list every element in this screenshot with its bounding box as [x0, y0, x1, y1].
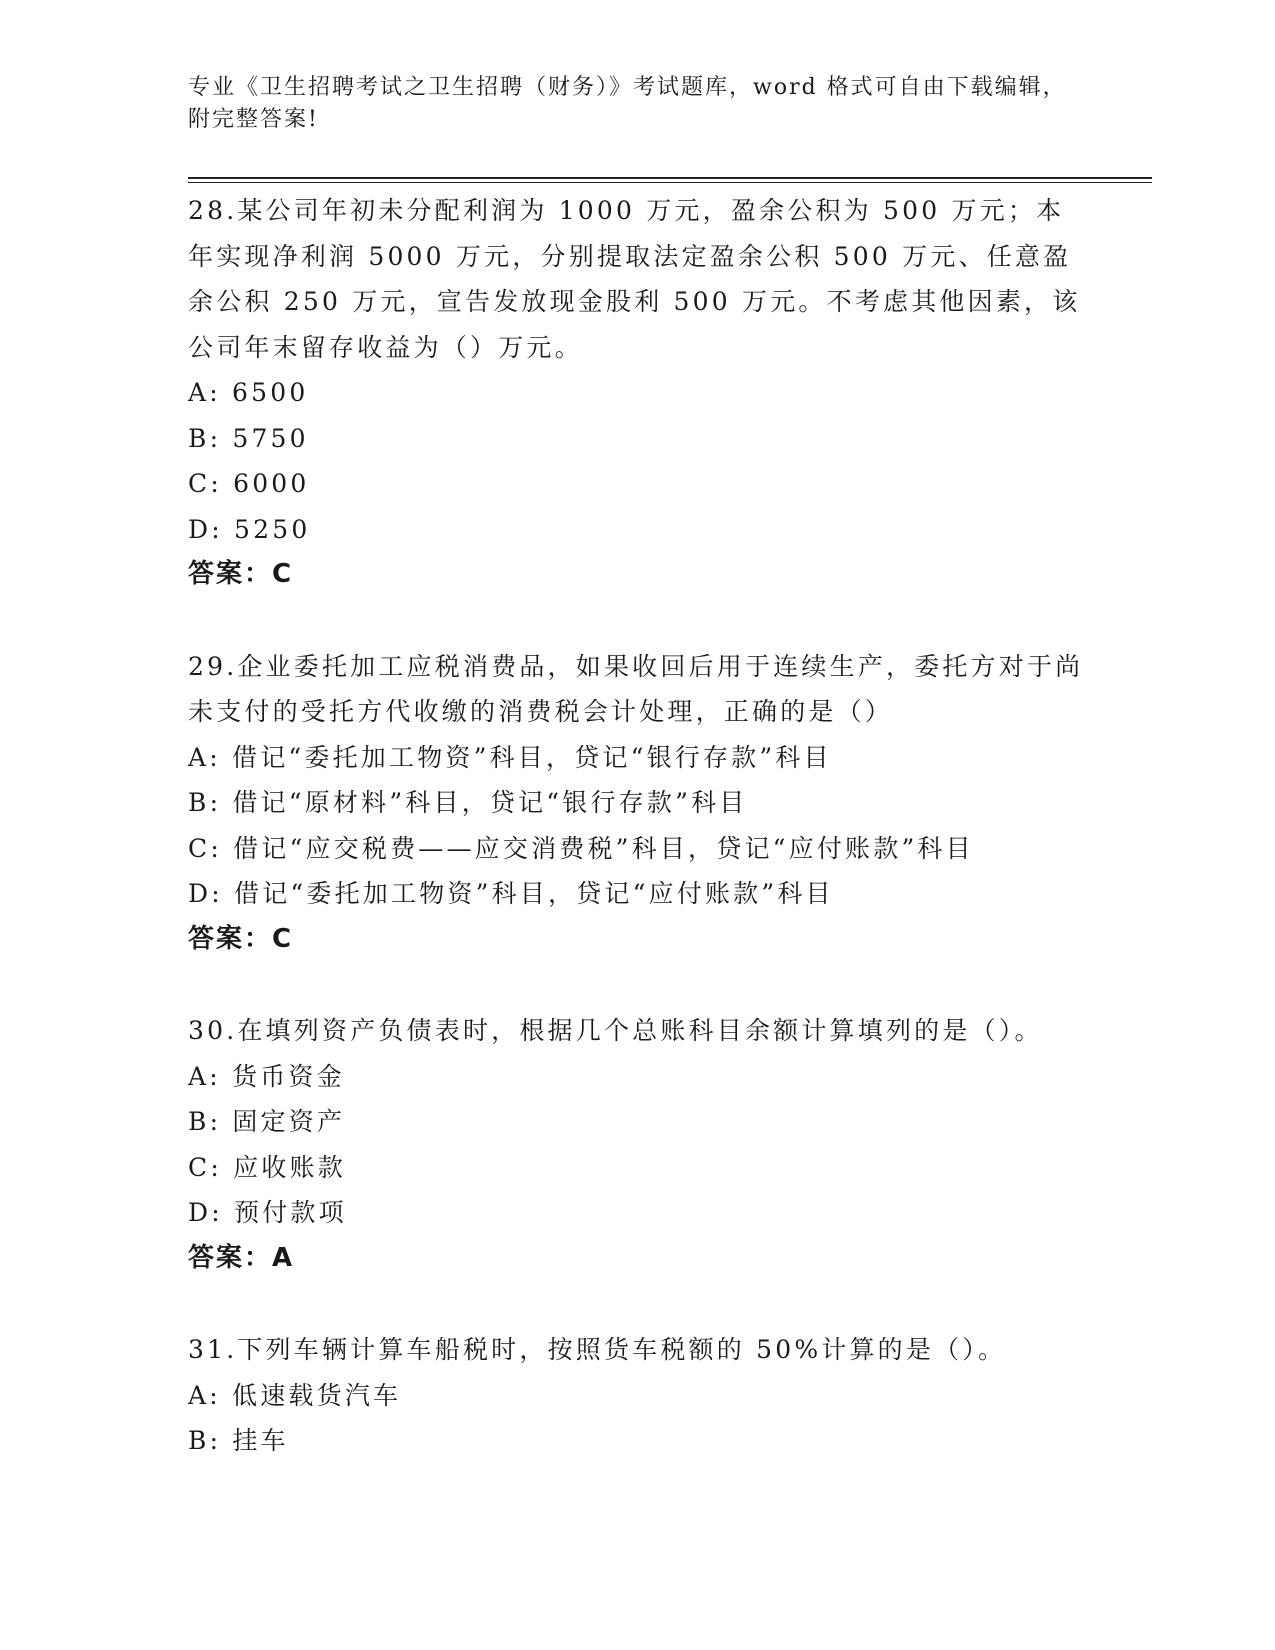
option-d: D: 预付款项 [188, 1198, 347, 1227]
question-stem: 29.企业委托加工应税消费品，如果收回后用于连续生产，委托方对于尚未支付的受托方代收缴的消费税会计处理，正确的是（） [188, 651, 1084, 726]
question-stem: 28.某公司年初未分配利润为 1000 万元，盈余公积为 500 万元；本年实现净利润 5000 万元，分别提取法定盈余公积 500 万元、任意盈余公积 250 万元，宣告发放现金股利 500 万元。不考虑其他因素，该公司年末留存收益为（）万元。 [188, 196, 1081, 362]
question-30 [188, 1008, 1088, 1281]
question-28 [188, 188, 1088, 598]
question-stem: 30.在填列资产负债表时，根据几个总账科目余额计算填列的是（）。 [188, 1016, 1043, 1045]
header-rule-thin [188, 182, 1152, 183]
question-31 [188, 1327, 1088, 1464]
option-a: A: 货币资金 [188, 1061, 345, 1091]
option-b: B: 挂车 [188, 1426, 289, 1455]
option-b: B: 5750 [188, 423, 309, 453]
option-c: C: 6000 [188, 469, 310, 498]
option-d: D: 5250 [188, 514, 311, 544]
option-a: A: 6500 [188, 378, 309, 407]
answer-line: 答案：C [188, 923, 294, 954]
option-c: C: 借记“应交税费——应交消费税”科目，贷记“应付账款”科目 [188, 833, 974, 863]
question-stem: 31.下列车辆计算车船税时，按照货车税额的 50%计算的是（）。 [188, 1335, 1007, 1364]
option-b: B: 固定资产 [188, 1107, 346, 1136]
answer-line: 答案：A [188, 1242, 295, 1273]
option-d: D: 借记“委托加工物资”科目，贷记“应付账款”科目 [188, 879, 834, 908]
question-list [188, 188, 1088, 1510]
question-29 [188, 644, 1088, 963]
answer-line: 答案：C [188, 559, 294, 589]
option-c: C: 应收账款 [188, 1152, 346, 1182]
option-b: B: 借记“原材料”科目，贷记“银行存款”科目 [188, 788, 748, 817]
header-rule-thick [188, 177, 1152, 179]
document-header: 专业《卫生招聘考试之卫生招聘（财务）》考试题库，word 格式可自由下载编辑，附完整答案! [188, 75, 1067, 132]
option-a: A: 低速载货汽车 [188, 1380, 402, 1410]
option-a: A: 借记“委托加工物资”科目，贷记“银行存款”科目 [188, 742, 832, 772]
